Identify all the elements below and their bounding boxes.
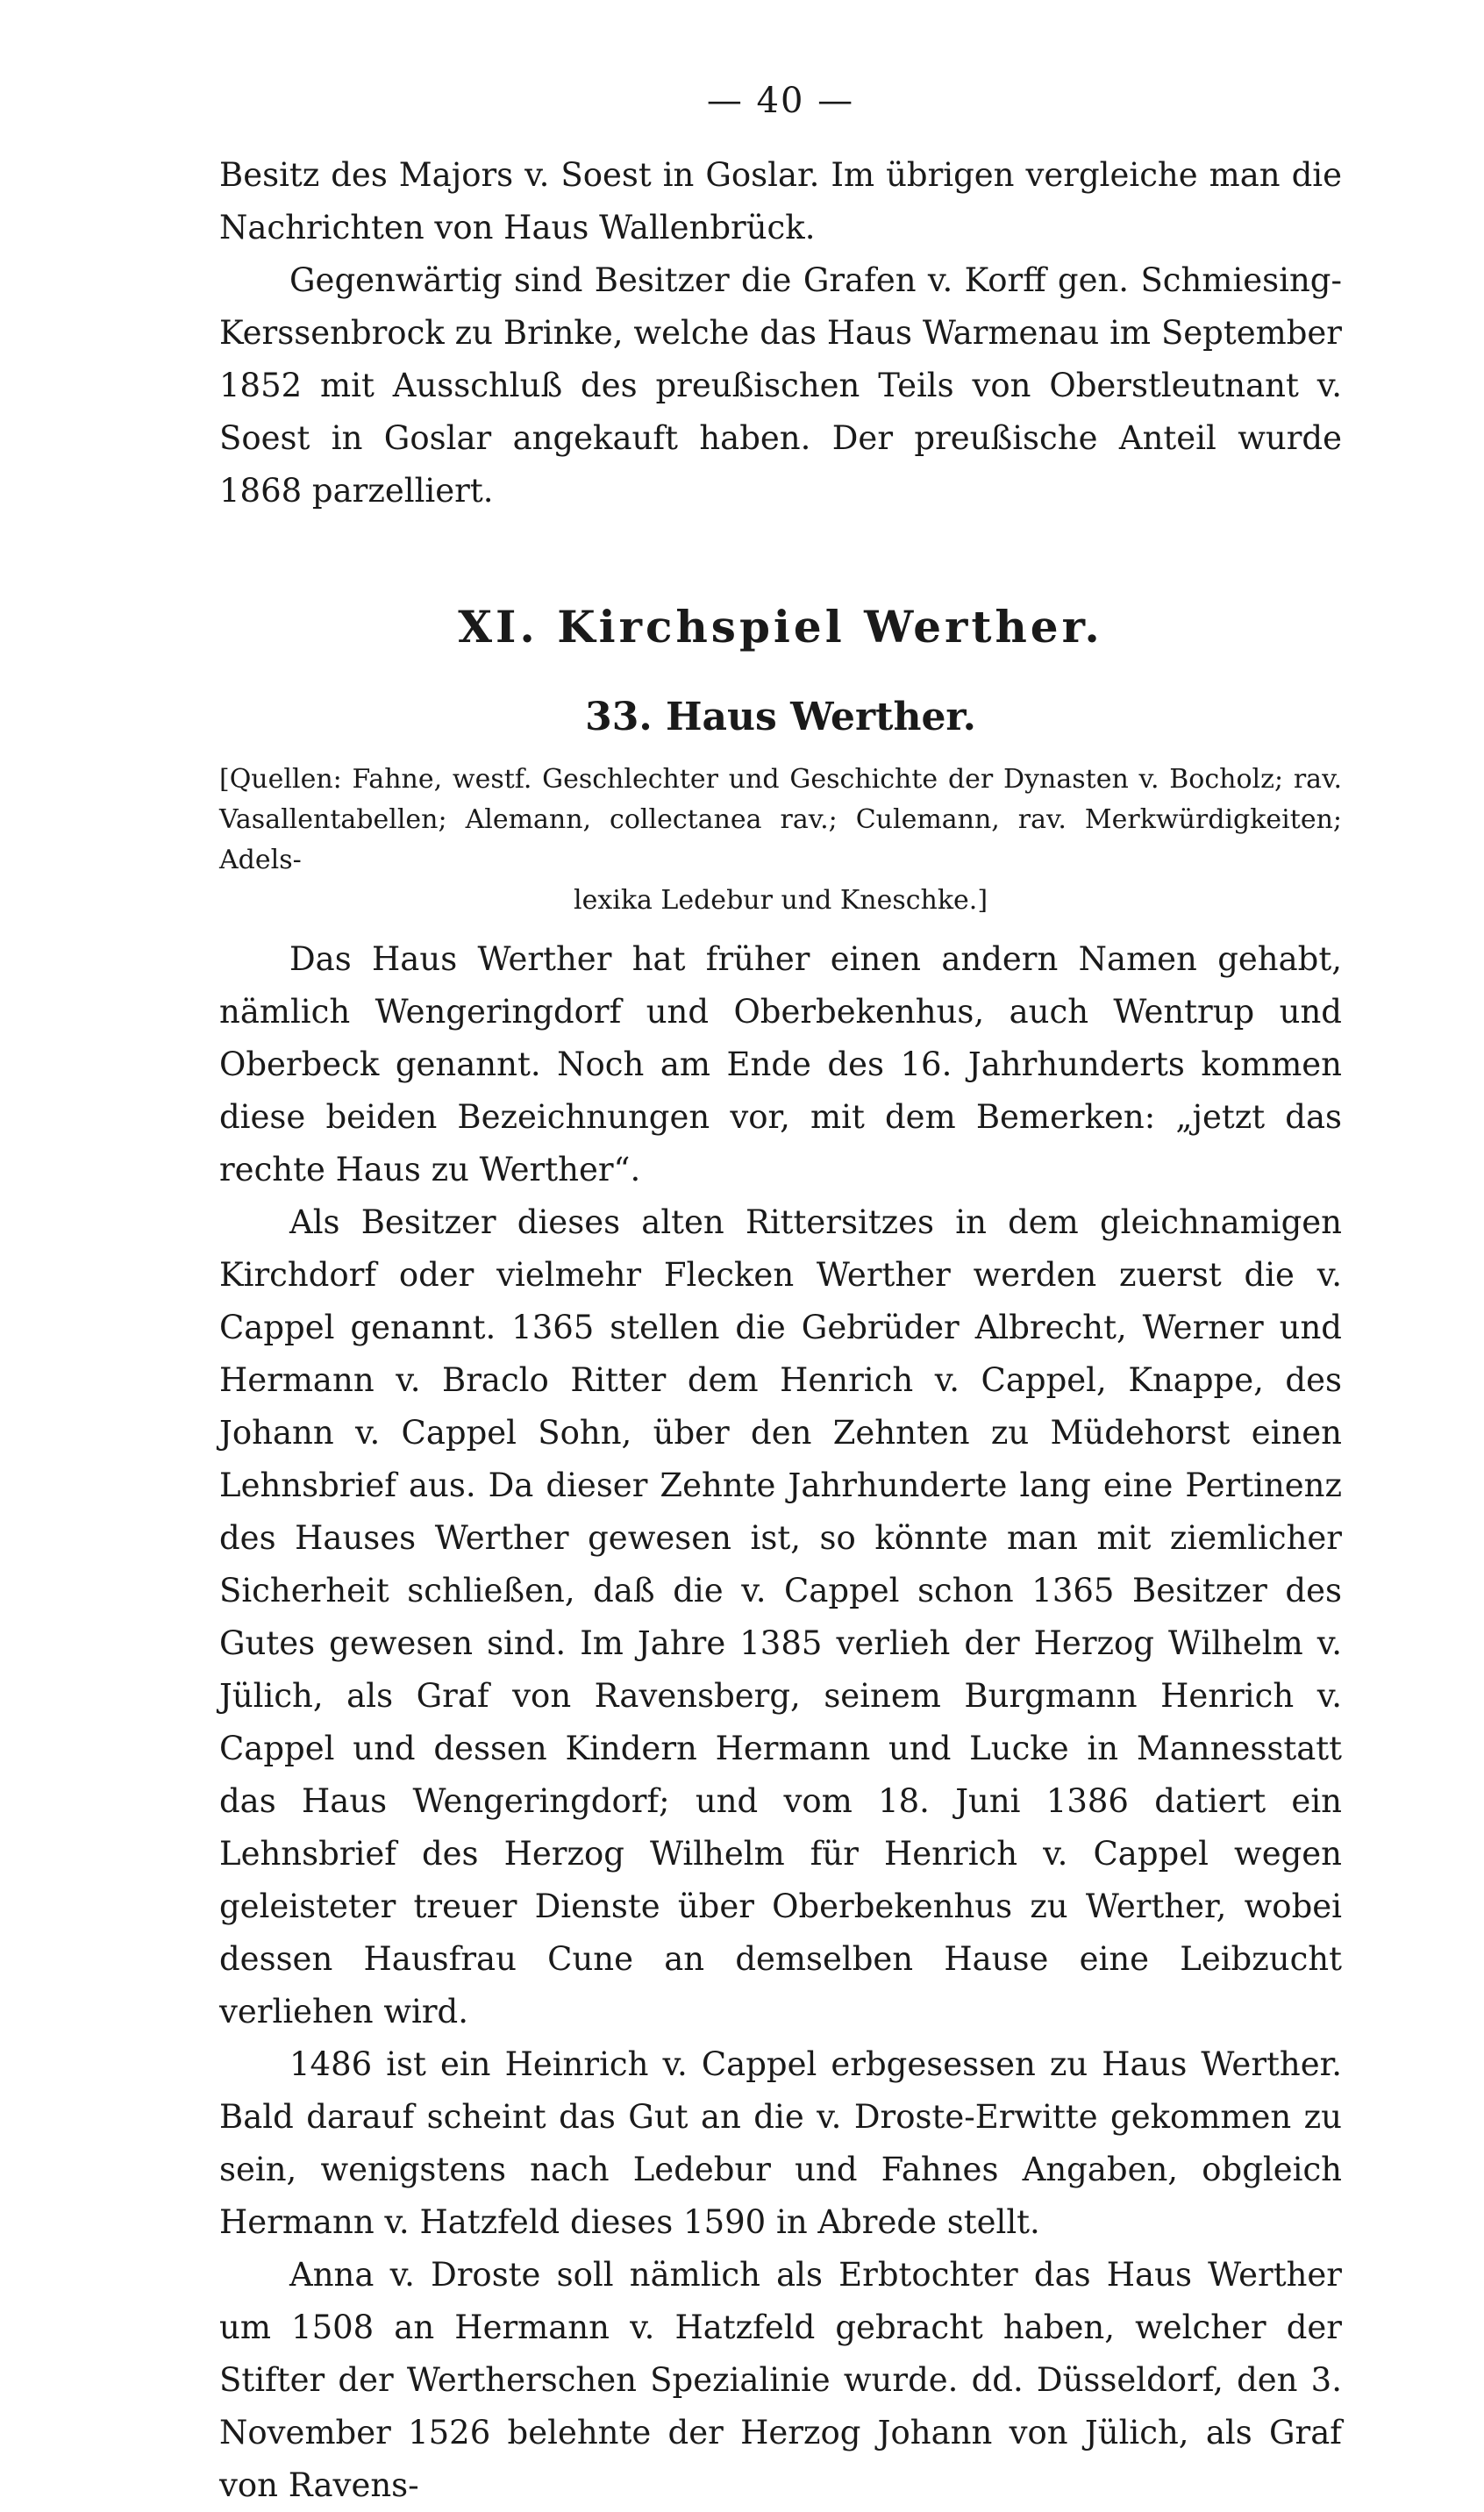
sources-text-end: lexika Ledebur und Kneschke.] (573, 885, 988, 916)
intro-paragraph-2: Gegenwärtig sind Besitzer die Grafen v. Korff gen. Schmiesing-Kerssenbrock zu Brinke, welche das Haus Warmenau im September 1852 mit Ausschluß des preußischen Teils von Oberstleutnant v. Soest in Goslar angekauft haben. Der preußische Anteil wurde 1868 parzelliert. (219, 261, 1342, 510)
sources-note (219, 760, 1342, 921)
body-paragraph-3: 1486 ist ein Heinrich v. Cappel erbgesessen zu Haus Werther. Bald darauf scheint das Gut an die v. Droste-Erwitte gekommen zu sein, wenigstens nach Ledebur und Fahnes Angaben, obgleich Hermann v. Hatzfeld dieses 1590 in Abrede stellt. (219, 2045, 1342, 2241)
sources-text: [Quellen: Fahne, westf. Geschlechter und Geschichte der Dynasten v. Bocholz; rav. Vasallentabellen; Alemann, collectanea rav.; Culemann, rav. Merkwürdigkeiten; Adels- (219, 764, 1342, 875)
intro-paragraph-1: Besitz des Majors v. Soest in Goslar. Im übrigen vergleiche man die Nachrichten von Haus Wallenbrück. (219, 156, 1342, 246)
body-paragraph-1: Das Haus Werther hat früher einen andern Namen gehabt, nämlich Wengeringdorf und Oberbekenhus, auch Wentrup und Oberbeck genannt. Noch am Ende des 16. Jahrhunderts kommen diese beiden Bezeichnungen vor, mit dem Bemerken: „jetzt das rechte Haus zu Werther“. (219, 940, 1342, 1188)
page (219, 79, 1342, 2512)
page-number: — 40 — (706, 81, 855, 121)
body-paragraph-4: Anna v. Droste soll nämlich als Erbtochter das Haus Werther um 1508 an Hermann v. Hatzfeld gebracht haben, welcher der Stifter der Wertherschen Spezialinie wurde. dd. Düsseldorf, den 3. November 1526 belehnte der Herzog Johann von Jülich, als Graf von Ravens- (219, 2256, 1342, 2504)
body-paragraph-2: Als Besitzer dieses alten Rittersitzes in dem gleichnamigen Kirchdorf oder vielmehr Flecken Werther werden zuerst die v. Cappel genannt. 1365 stellen die Gebrüder Albrecht, Werner und Hermann v. Braclo Ritter dem Henrich v. Cappel, Knappe, des Johann v. Cappel Sohn, über den Zehnten zu Müdehorst einen Lehnsbrief aus. Da dieser Zehnte Jahrhunderte lang eine Pertinenz des Hauses Werther gewesen ist, so könnte man mit ziemlicher Sicherheit schließen, daß die v. Cappel schon 1365 Besitzer des Gutes gewesen sind. Im Jahre 1385 verlieh der Herzog Wilhelm v. Jülich, als Graf von Ravensberg, seinem Burgmann Henrich v. Cappel und dessen Kindern Hermann und Lucke in Mannesstatt das Haus Wengeringdorf; und vom 18. Juni 1386 datiert ein Lehnsbrief des Herzog Wilhelm für Henrich v. Cappel wegen geleisteter treuer Dienste über Oberbekenhus zu Werther, wobei dessen Hausfrau Cune an demselben Hause eine Leibzucht verliehen wird. (219, 1203, 1342, 2030)
section-title: 33. Haus Werther. (585, 695, 976, 739)
chapter-title: XI. Kirchspiel Werther. (458, 601, 1103, 653)
